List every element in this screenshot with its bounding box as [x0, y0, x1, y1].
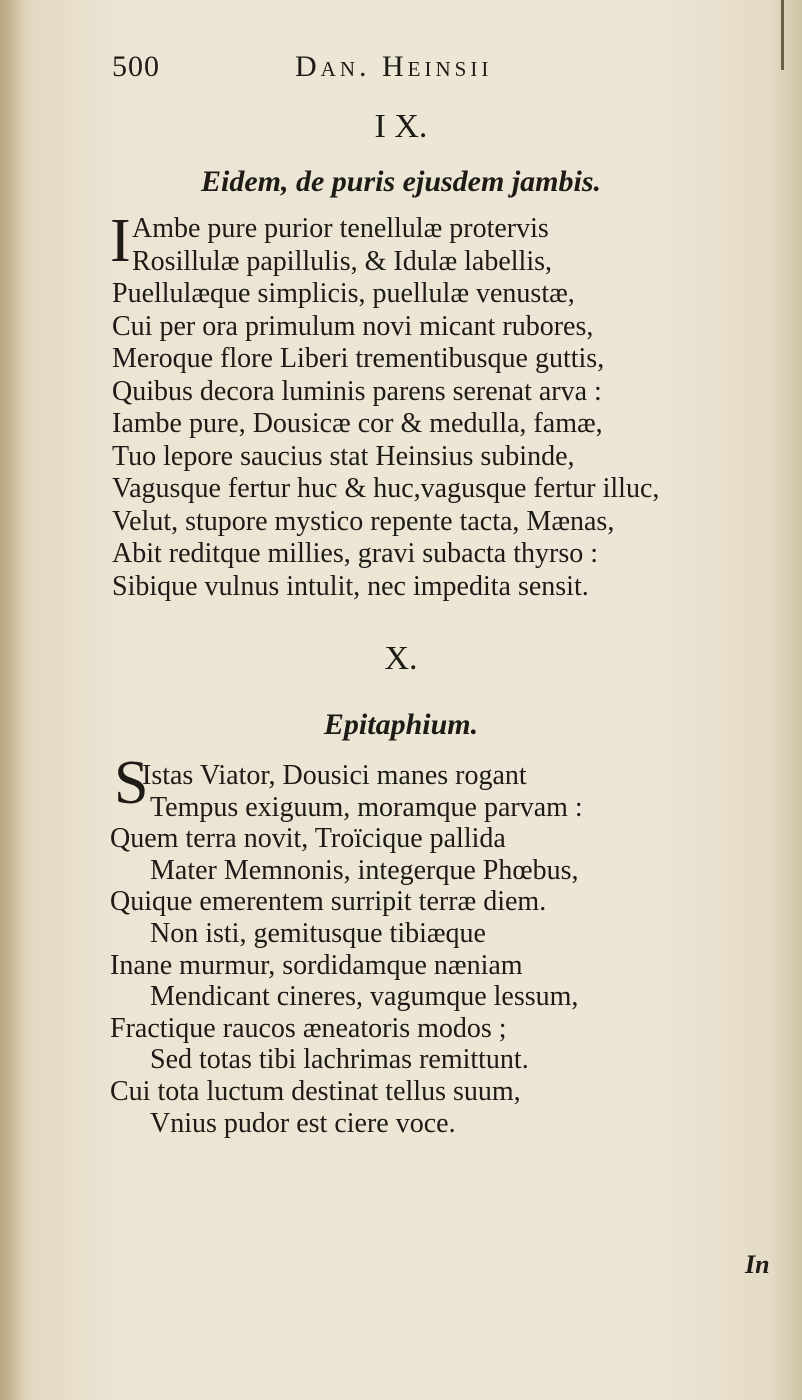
verse-line: Quem terra novit, Troïcique pallida	[110, 823, 506, 855]
verse-line: Quibus decora luminis parens serenat arva :	[112, 375, 602, 407]
verse-line: Iambe pure, Dousicæ cor & medulla, famæ,	[112, 408, 603, 439]
page-number: 500	[112, 50, 160, 83]
poem-x-numeral: X.	[384, 640, 418, 677]
verse-line: Cui per ora primulum novi micant rubores,	[112, 310, 594, 342]
poem-x-title: Epitaphium.	[323, 708, 479, 741]
catchword: In	[745, 1250, 770, 1279]
verse-line: Istas Viator, Dousici manes rogant	[142, 760, 527, 791]
poem-x-drop-cap: S	[114, 749, 149, 817]
poem-ix-title: Eidem, de puris ejusdem jambis.	[200, 165, 602, 198]
verse-line: Vagusque fertur huc & huc,vagusque fertur illuc,	[112, 473, 660, 504]
verse-line: Meroque flore Liberi trementibusque guttis,	[112, 343, 605, 374]
verse-line: Sibique vulnus intulit, nec impedita sensit.	[112, 570, 589, 602]
verse-line: Abit reditque millies, gravi subacta thyrso :	[112, 538, 599, 569]
running-head	[0, 50, 802, 86]
verse-line: Vnius pudor est ciere voce.	[150, 1107, 456, 1139]
verse-line: Puellulæque simplicis, puellulæ venustæ,	[112, 278, 575, 309]
page-stain	[0, 0, 30, 1400]
verse-line: Rosillulæ papillulis, & Idulæ labellis,	[132, 245, 553, 277]
poem-ix-drop-cap: I	[110, 207, 131, 275]
verse-line: Velut, stupore mystico repente tacta, Mænas,	[112, 505, 615, 537]
verse-line: Ambe pure purior tenellulæ protervis	[132, 213, 549, 244]
verse-line: Sed totas tibi lachrimas remittunt.	[150, 1044, 529, 1076]
verse-line: Inane murmur, sordidamque næniam	[110, 949, 523, 981]
verse-line: Mendicant cineres, vagumque lessum,	[150, 981, 579, 1013]
verse-line: Tempus exiguum, moramque parvam :	[150, 791, 583, 823]
running-title: Dan. Heinsii	[295, 50, 493, 83]
poem-x-body	[110, 760, 790, 1139]
verse-line: Fractique raucos æneatoris modos ;	[110, 1012, 507, 1044]
verse-line: Tuo lepore saucius stat Heinsius subinde,	[112, 440, 575, 472]
verse-line: Cui tota luctum destinat tellus suum,	[110, 1075, 521, 1107]
poem-ix-body-continued	[112, 278, 772, 603]
poem-ix-numeral: I X.	[374, 108, 428, 145]
verse-line: Non isti, gemitusque tibiæque	[150, 917, 486, 949]
poem-ix-body	[132, 213, 792, 278]
verse-line: Mater Memnonis, integerque Phœbus,	[150, 854, 579, 886]
verse-line: Quique emerentem surripit terræ diem.	[110, 886, 547, 918]
